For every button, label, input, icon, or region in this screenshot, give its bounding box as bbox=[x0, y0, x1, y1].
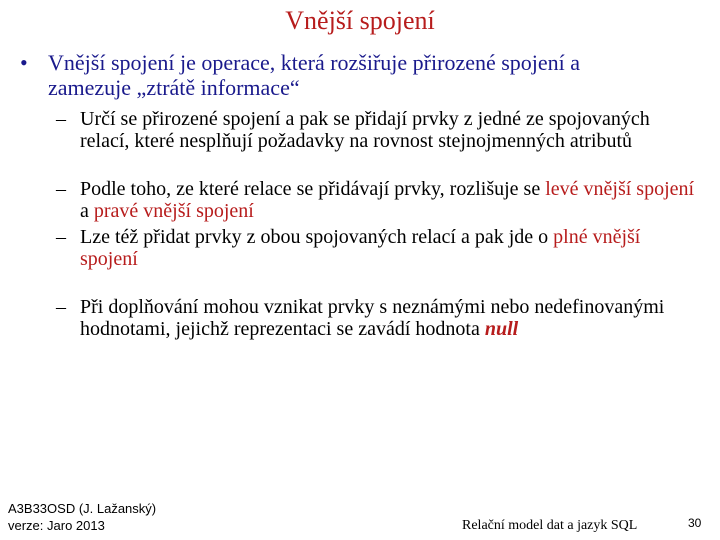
right-outer-join-term: pravé vnější spojení bbox=[93, 200, 254, 222]
sub-bullet-3 bbox=[56, 226, 696, 270]
footer-course: A3B33OSD (J. Lažanský) bbox=[8, 501, 157, 516]
page-number: 30 bbox=[688, 516, 702, 530]
dash-marker: – bbox=[56, 108, 66, 130]
null-term: null bbox=[484, 318, 519, 340]
slide-title: Vnější spojení bbox=[285, 6, 435, 35]
sub-bullet-2-text bbox=[80, 178, 696, 222]
sub-bullet-2-pre: Podle toho, ze které relace se přidávají prvky, rozlišuje se bbox=[80, 178, 546, 200]
left-outer-join-term: levé vnější spojení bbox=[545, 178, 695, 200]
sub-bullet-2 bbox=[56, 178, 696, 222]
footer-version: verze: Jaro 2013 bbox=[8, 518, 105, 533]
bullet-dot: • bbox=[20, 50, 28, 75]
full-outer-join-term: plné vnější spojení bbox=[80, 226, 641, 270]
sub-bullet-4 bbox=[56, 296, 696, 340]
main-bullet-text: Vnější spojení je operace, která rozšiřuje přirozené spojení a zamezuje „ztrátě informace“ bbox=[48, 50, 581, 100]
sub-bullet-3-text bbox=[80, 226, 696, 270]
sub-bullet-2-mid: a bbox=[80, 200, 94, 222]
main-bullet bbox=[20, 50, 660, 100]
sub-bullet-4-pre: Při doplňování mohou vznikat prvky s neznámými nebo nedefinovanými hodnotami, jejichž reprezentaci se zavádí hodnota bbox=[80, 296, 665, 340]
sub-bullet-3-pre: Lze též přidat prvky z obou spojovaných relací a pak jde o bbox=[80, 226, 554, 248]
sub-bullet-1 bbox=[56, 108, 696, 152]
dash-marker: – bbox=[56, 296, 66, 318]
footer-topic: Relační model dat a jazyk SQL bbox=[462, 518, 638, 533]
sub-bullet-1-text: Určí se přirozené spojení a pak se přidají prvky z jedné ze spojovaných relací, které nesplňují požadavky na rovnost stejnojmenných atributů bbox=[80, 108, 650, 152]
dash-marker: – bbox=[56, 178, 66, 200]
dash-marker: – bbox=[56, 226, 66, 248]
footer-left bbox=[8, 500, 156, 534]
sub-bullet-4-text bbox=[80, 296, 696, 340]
